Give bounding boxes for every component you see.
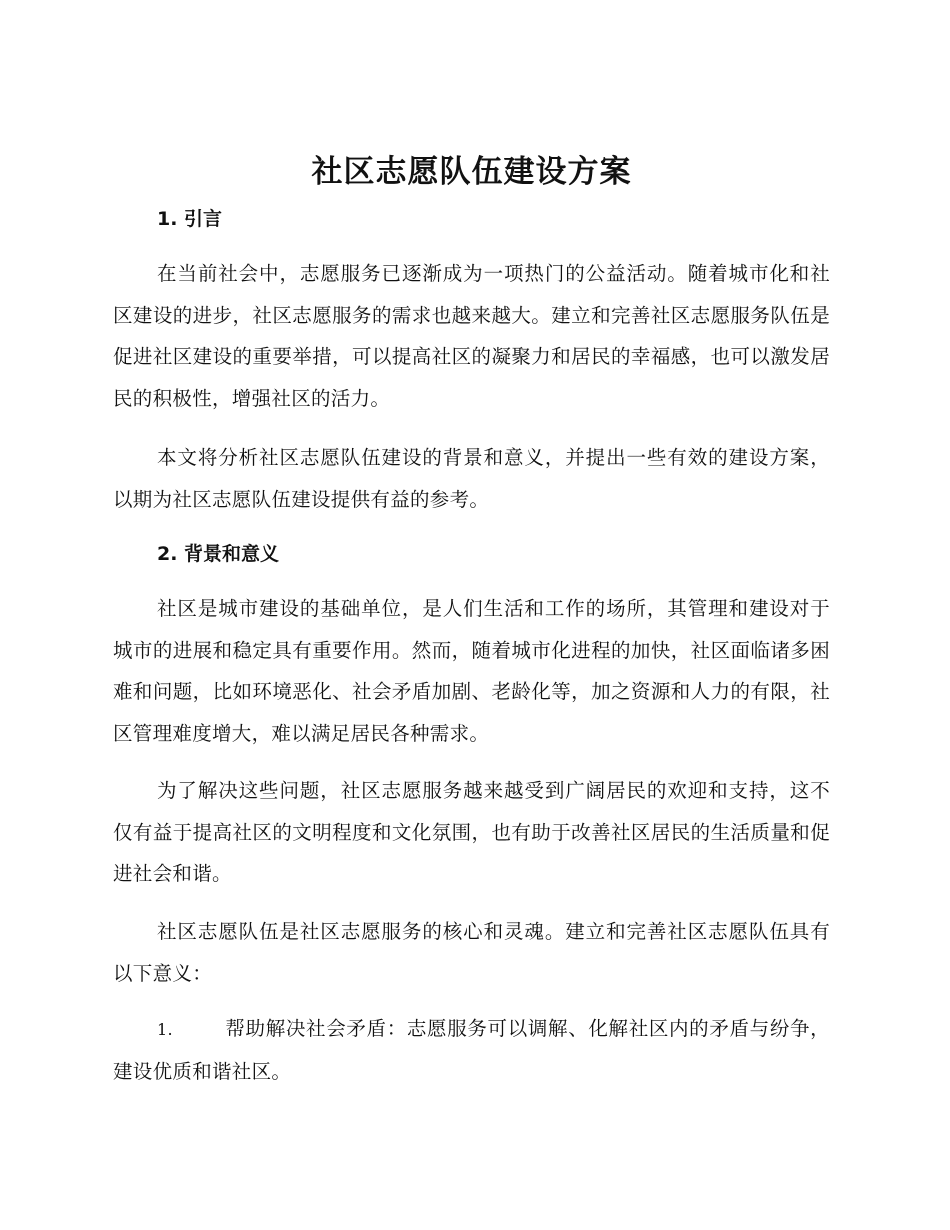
section-heading-introduction: 1. 引言 [157,208,223,230]
paragraph: 本文将分析社区志愿队伍建设的背景和意义，并提出一些有效的建设方案，以期为社区志愿队伍建设提供有益的参考。 [113,446,830,511]
list-item [113,1008,830,1092]
paragraph: 社区是城市建设的基础单位，是人们生活和工作的场所，其管理和建设对于城市的进展和稳定具有重要作用。然而，随着城市化进程的加快，社区面临诸多困难和问题，比如环境恶化、社会矛盾加剧、老龄化等，加之资源和人力的有限，社区管理难度增大，难以满足居民各种需求。 [113,597,830,745]
paragraph: 社区志愿队伍是社区志愿服务的核心和灵魂。建立和完善社区志愿队伍具有以下意义： [113,920,830,985]
list-item-text: 帮助解决社会矛盾：志愿服务可以调解、化解社区内的矛盾与纷争，建设优质和谐社区。 [113,1017,830,1083]
document-title: 社区志愿队伍建设方案 [311,154,632,190]
paragraph: 为了解决这些问题，社区志愿服务越来越受到广阔居民的欢迎和支持，这不仅有益于提高社区的文明程度和文化氛围，也有助于改善社区居民的生活质量和促进社会和谐。 [113,779,830,885]
paragraph: 在当前社会中，志愿服务已逐渐成为一项热门的公益活动。随着城市化和社区建设的进步，社区志愿服务的需求也越来越大。建立和完善社区志愿服务队伍是促进社区建设的重要举措，可以提高社区的凝聚力和居民的幸福感，也可以激发居民的积极性，增强社区的活力。 [113,262,830,410]
section-heading-background: 2. 背景和意义 [157,543,280,565]
list-item-number: 1. [157,1020,173,1039]
